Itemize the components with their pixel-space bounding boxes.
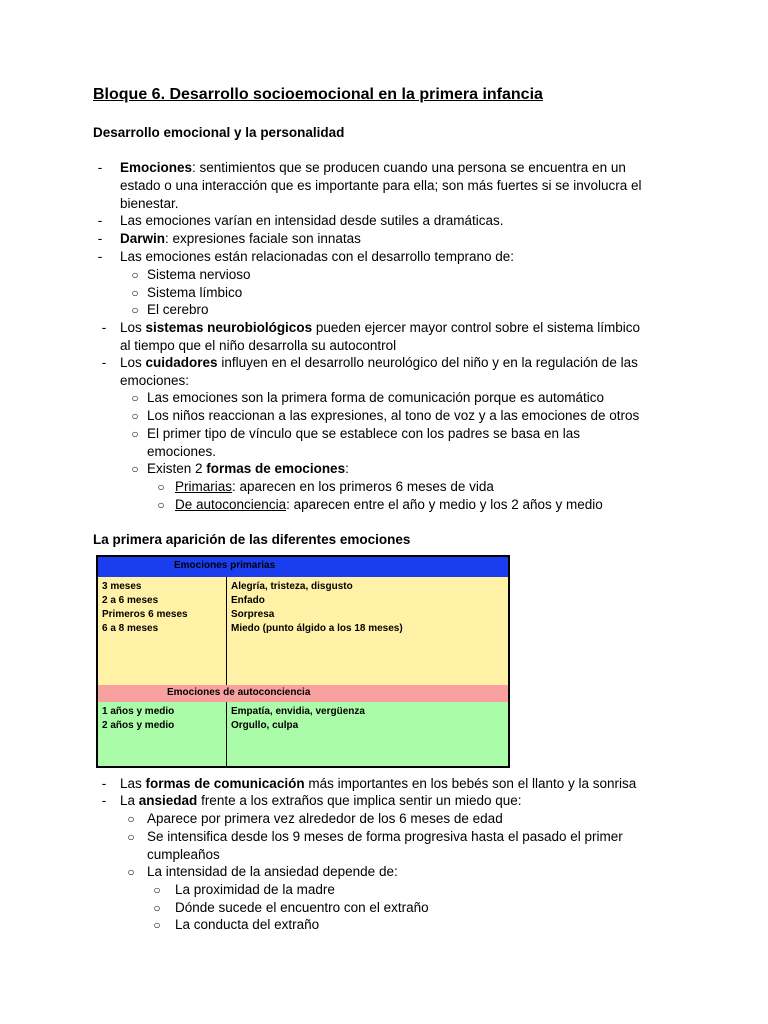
sub-list-item-text: cumpleaños: [147, 847, 220, 862]
circle-bullet: ○: [131, 303, 139, 317]
sub-list-item: Se intensifica desde los 9 meses de forma progresiva hasta el pasado el primer: [147, 829, 623, 844]
list-item-text: al tiempo que el niño desarrolla su autocontrol: [120, 338, 397, 353]
sub-sub-list-item: La proximidad de la madre: [175, 882, 335, 897]
self-conscious-ages: 1 años y medio 2 años y medio: [102, 706, 175, 731]
circle-bullet: ○: [131, 268, 139, 282]
circle-bullet: ○: [153, 883, 161, 897]
list-item-text: emociones:: [120, 373, 190, 388]
list-item-emociones: Emociones: sentimientos que se producen cuando una persona se encuentra en un: [120, 160, 626, 175]
circle-bullet: ○: [131, 462, 139, 476]
sub-list-item-forms: Existen 2 formas de emociones:: [147, 461, 349, 476]
self-conscious-emotions-list: Empatía, envidia, vergüenza Orgullo, culpa: [231, 706, 365, 731]
circle-bullet: ○: [131, 391, 139, 405]
sub-list-item: El cerebro: [147, 302, 209, 317]
sub-list-item: El primer tipo de vínculo que se establece con los padres se basa en las: [147, 426, 581, 441]
column-divider: [226, 702, 227, 766]
dash-bullet: -: [101, 793, 107, 808]
sub-list-item-text: emociones.: [147, 444, 217, 459]
list-item-communication: Las formas de comunicación más importantes en los bebés son el llanto y la sonrisa: [120, 776, 637, 791]
primary-ages: 3 meses 2 a 6 meses Primeros 6 meses 6 a 8 meses: [102, 581, 188, 634]
circle-bullet: ○: [131, 427, 139, 441]
circle-bullet: ○: [153, 901, 161, 915]
document-title: Bloque 6. Desarrollo socioemocional en la primera infancia: [93, 86, 543, 103]
circle-bullet: ○: [127, 865, 135, 879]
circle-bullet: ○: [127, 830, 135, 844]
primary-emotions-title: Emociones primarias: [174, 560, 276, 571]
self-conscious-emotions-title: Emociones de autoconciencia: [167, 687, 311, 698]
circle-bullet: ○: [157, 498, 165, 512]
sub-list-item: Aparece por primera vez alrededor de los 6 meses de edad: [147, 811, 503, 826]
sub-sub-list-item: Primarias: aparecen en los primeros 6 meses de vida: [175, 479, 494, 494]
primary-emotions-header: [98, 557, 508, 578]
sub-sub-list-item: Dónde sucede el encuentro con el extraño: [175, 900, 429, 915]
list-item-text: bienestar.: [120, 196, 179, 211]
list-item-caregivers: Los cuidadores influyen en el desarrollo neurológico del niño y en la regulación de las: [120, 355, 638, 370]
list-item-darwin: Darwin: expresiones faciale son innatas: [120, 231, 361, 246]
dash-bullet: -: [97, 160, 103, 175]
circle-bullet: ○: [127, 812, 135, 826]
dash-bullet: -: [101, 320, 107, 335]
column-divider: [226, 577, 227, 685]
dash-bullet: -: [101, 355, 107, 370]
list-item-text: estado o una interacción que es importante para ella; son más fuertes si se involucra el: [120, 178, 642, 193]
sub-list-item: Los niños reaccionan a las expresiones, al tono de voz y a las emociones de otros: [147, 408, 640, 423]
circle-bullet: ○: [131, 409, 139, 423]
list-item-anxiety: La ansiedad frente a los extraños que implica sentir un miedo que:: [120, 793, 522, 808]
section-heading-first-appearance: La primera aparición de las diferentes emociones: [93, 532, 411, 547]
dash-bullet: -: [97, 213, 103, 228]
sub-sub-list-item: De autoconciencia: aparecen entre el año y medio y los 2 años y medio: [175, 497, 603, 512]
primary-emotions-list: Alegría, tristeza, disgusto Enfado Sorpresa Miedo (punto álgido a los 18 meses): [231, 581, 403, 634]
sub-list-item: Sistema límbico: [147, 285, 243, 300]
list-item-text: Las emociones varían en intensidad desde sutiles a dramáticas.: [120, 213, 504, 228]
sub-list-item: La intensidad de la ansiedad depende de:: [147, 864, 398, 879]
list-item-text: Las emociones están relacionadas con el desarrollo temprano de:: [120, 249, 514, 264]
emotions-table: [96, 555, 510, 768]
sub-list-item: Sistema nervioso: [147, 267, 251, 282]
dash-bullet: -: [101, 776, 107, 791]
sub-list-item: Las emociones son la primera forma de comunicación porque es automático: [147, 390, 604, 405]
sub-sub-list-item: La conducta del extraño: [175, 917, 320, 932]
circle-bullet: ○: [157, 480, 165, 494]
dash-bullet: -: [97, 249, 103, 264]
circle-bullet: ○: [153, 918, 161, 932]
circle-bullet: ○: [131, 286, 139, 300]
list-item-neurobiological: Los sistemas neurobiológicos pueden ejercer mayor control sobre el sistema límbico: [120, 320, 640, 335]
section-heading-emotional-development: Desarrollo emocional y la personalidad: [93, 125, 345, 140]
dash-bullet: -: [97, 231, 103, 246]
